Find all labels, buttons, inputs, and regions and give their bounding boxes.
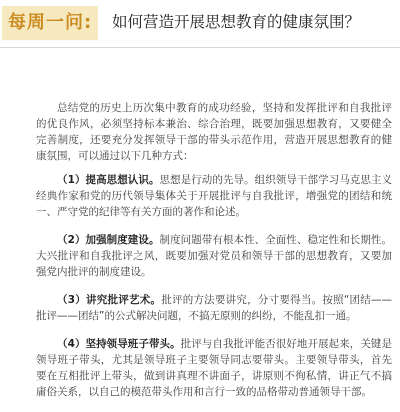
point-heading-3: （3）讲究批评艺术。 bbox=[57, 294, 162, 306]
point-text-2: 制度问题带有根本性、全面性、稳定性和长期性。大兴批评和自我批评之风，既要加强对党员和领导干部的思想教育，又要加强党内批评的制度建设。 bbox=[36, 234, 392, 278]
point-heading-1: （1）提高思想认识。 bbox=[57, 174, 160, 186]
point-paragraph-4 bbox=[36, 336, 392, 400]
point-text-1: 思想是行动的先导。组织领导干部学习马克思主义经典作家和党的历代领导集体关于开展批评与自我批评，增强党的团结和统一、严守党的纪律等有关方面的著作和论述。 bbox=[36, 174, 392, 218]
page-title: 如何营造开展思想教育的健康氛围？ bbox=[112, 13, 361, 31]
point-paragraph-2 bbox=[36, 232, 392, 280]
weekly-question-badge: 每周一问: bbox=[2, 6, 98, 40]
point-heading-4: （4）坚持领导班子带头。 bbox=[57, 338, 181, 350]
header bbox=[0, 0, 400, 52]
article-body bbox=[36, 100, 392, 412]
title-divider bbox=[0, 47, 400, 48]
intro-paragraph: 总结党的历史上历次集中教育的成功经验，坚持和发挥批评和自我批评的优良作风，必须坚持标本兼治、综合治理，既要加强思想教育，又要健全完善制度，还要充分发挥领导干部的带头示范作用，营造开展思想教育的健康氛围，可以通过以下几种方式： bbox=[36, 102, 392, 162]
point-paragraph-3 bbox=[36, 292, 392, 324]
point-heading-2: （2）加强制度建设。 bbox=[57, 234, 160, 246]
point-text-4: 批评与自我批评能否很好地开展起来，关键是领导班子带头，尤其是领导班子主要领导同志要带头。主要领导带头，首先要在互相批评上带头，做到讲真理不讲面子，讲原则不徇私情，讲正气不搞庸俗关系，以自己的模范带头作用和言行一致的品格带动普通领导干部。 bbox=[36, 338, 392, 398]
point-text-3: 批评的方法要讲究，分寸要得当。按照“团结——批评——团结”的公式解决问题，不搞无原则的纠纷，不能乱扣一通。 bbox=[36, 294, 392, 322]
point-paragraph-1 bbox=[36, 172, 392, 220]
